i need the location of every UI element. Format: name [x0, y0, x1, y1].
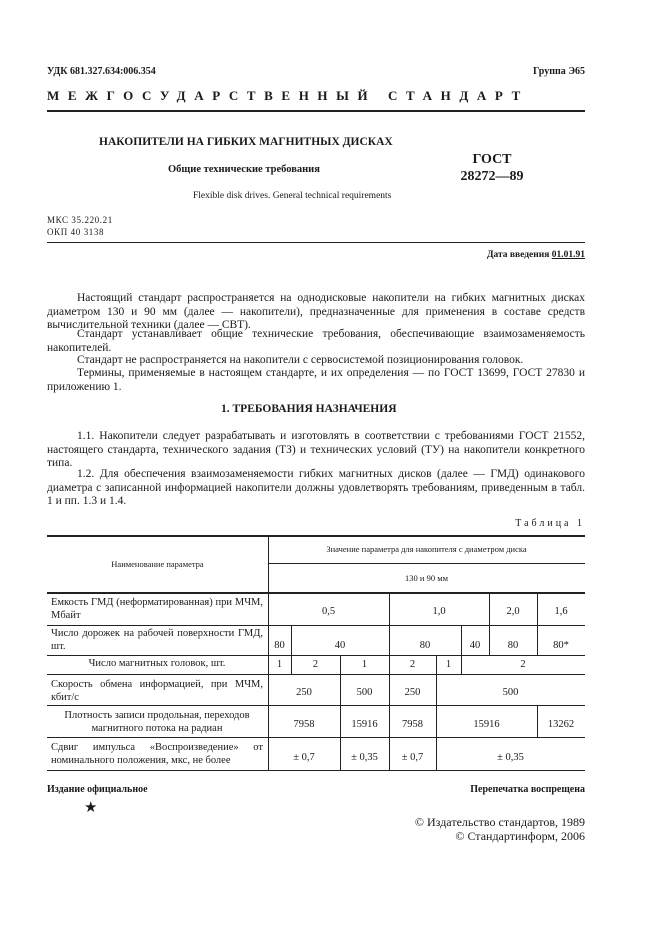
table-cell: 0,5	[321, 606, 336, 617]
table-cell: 2	[312, 659, 319, 670]
table-cell: 80	[419, 639, 431, 651]
table-header-bottom-border	[47, 592, 585, 594]
intro-paragraph-3: Стандарт не распространяется на накопители с сервосистемой позиционирования головок.	[77, 354, 524, 366]
table-cell: 80*	[553, 639, 569, 651]
table-caption: Таблица 1	[515, 518, 585, 529]
table-header-diameter: 130 и 90 мм	[405, 572, 448, 583]
table-row-divider	[47, 737, 585, 738]
star-icon: ★	[84, 800, 98, 816]
group-code: Группа Э65	[533, 66, 585, 77]
table-row-divider	[47, 625, 585, 626]
okp-code: ОКП 40 3138	[47, 227, 105, 237]
paragraph-1-1: 1.1. Накопители следует разрабатывать и изготовлять в соответствии с требованиями ГОСТ 21552, настоящего стандарта, технического задания (ТЗ) и технических условий (ТУ) на накопители конкретного типа.	[47, 430, 585, 469]
table-cell: ± 0,7	[401, 751, 424, 763]
table-cell: 500	[356, 687, 373, 698]
table-row-label: Емкость ГМД (неформатированная) при МЧМ, Мбайт	[51, 597, 263, 621]
table-row-label: Плотность записи продольная, переходов магнитного потока на радиан	[64, 710, 250, 734]
intro-paragraph-2: Стандарт устанавливает общие технические требования, обеспечивающие взаимозаменяемость накопителей.	[47, 328, 585, 354]
table-cell: ± 0,35	[351, 751, 378, 763]
table-cell: 13262	[547, 719, 575, 730]
gost-number: 28272—89	[460, 169, 524, 184]
table-cell: 15916	[351, 719, 378, 730]
date-value: 01.01.91	[551, 250, 585, 260]
table-cell: ± 0,35	[497, 751, 524, 763]
table-cell: 500	[502, 687, 519, 698]
table-cell: 250	[296, 687, 312, 698]
table-row-divider	[47, 705, 585, 706]
table-cell: ± 0,7	[293, 751, 315, 763]
state-standard-banner: МЕЖГОСУДАРСТВЕННЫЙ СТАНДАРТ	[47, 88, 529, 103]
date-label: Дата введения	[486, 250, 550, 260]
copyright-block	[415, 815, 585, 843]
copyright-line-1: © Издательство стандартов, 1989	[414, 815, 585, 829]
table-cell: 2	[409, 659, 416, 670]
mks-code: МКС 35.220.21	[47, 215, 113, 225]
document-subtitle: Общие технические требования	[168, 164, 320, 175]
table-row-label: Число дорожек на рабочей поверхности ГМД, шт.	[51, 628, 263, 652]
table-cell: 1	[276, 659, 283, 670]
classification-codes	[47, 214, 113, 238]
header-rule	[47, 110, 585, 112]
table-cell: 7958	[402, 719, 423, 730]
section-1-heading: 1. ТРЕБОВАНИЯ НАЗНАЧЕНИЯ	[221, 403, 397, 415]
english-title: Flexible disk drives. General technical requirements	[193, 191, 392, 201]
table-cell: 250	[404, 687, 421, 698]
table-cell: 40	[469, 639, 481, 651]
gost-label: ГОСТ	[472, 152, 512, 167]
table-header-value: Значение параметра для накопителя с диаметром диска	[326, 544, 527, 554]
table-cell: 1,0	[432, 606, 446, 617]
paragraph-1-2: 1.2. Для обеспечения взаимозаменяемости гибких магнитных дисков (далее — ГМД) одинакового диаметра с записанной информацией накопители должны удовлетворять требованиям, приведенным в табл. 1 и пп. 1.3 и 1.4.	[47, 468, 585, 507]
table-cell: 2,0	[506, 606, 520, 617]
table-row-label: Число магнитных головок, шт.	[88, 658, 226, 669]
table-cell: 1	[445, 659, 452, 670]
title-rule	[47, 242, 585, 243]
table-row-label: Скорость обмена информацией, при МЧМ, кбит/с	[51, 679, 263, 703]
reprint-prohibited-label: Перепечатка воспрещена	[470, 784, 585, 795]
table-cell: 80	[507, 639, 519, 651]
table-cell: 1,6	[554, 606, 568, 617]
udk-code: УДК 681.327.634:006.354	[47, 66, 156, 77]
document-title: НАКОПИТЕЛИ НА ГИБКИХ МАГНИТНЫХ ДИСКАХ	[99, 136, 393, 148]
copyright-line-2: © Стандартинформ, 2006	[455, 829, 585, 843]
introduction-date	[487, 250, 585, 260]
intro-paragraph-1: Настоящий стандарт распространяется на однодисковые накопители на гибких магнитных дисках диаметром 130 и 90 мм (далее — накопители), предназначенные для применения в составе средств вычислительной техники (далее — СВТ).	[47, 292, 585, 331]
intro-paragraph-4: Термины, применяемые в настоящем стандарте, и их определения — по ГОСТ 13699, ГОСТ 27830 и приложению 1.	[47, 367, 585, 393]
official-edition-label: Издание официальное	[47, 784, 148, 795]
table-row-label: Сдвиг импульса «Воспроизведение» от номинального положения, мкс, не более	[51, 742, 263, 766]
table-cell: 1	[361, 659, 368, 670]
table-cell: 7958	[293, 719, 315, 730]
table-cell: 2	[520, 659, 526, 670]
table-bottom-border	[47, 770, 585, 771]
table-row-divider	[47, 674, 585, 675]
gost-designation	[452, 151, 532, 185]
table-cell: 40	[334, 639, 346, 651]
table-cell: 80	[274, 639, 285, 651]
table-header-parameter: Наименование параметра	[111, 558, 204, 569]
table-cell: 15916	[473, 719, 500, 730]
